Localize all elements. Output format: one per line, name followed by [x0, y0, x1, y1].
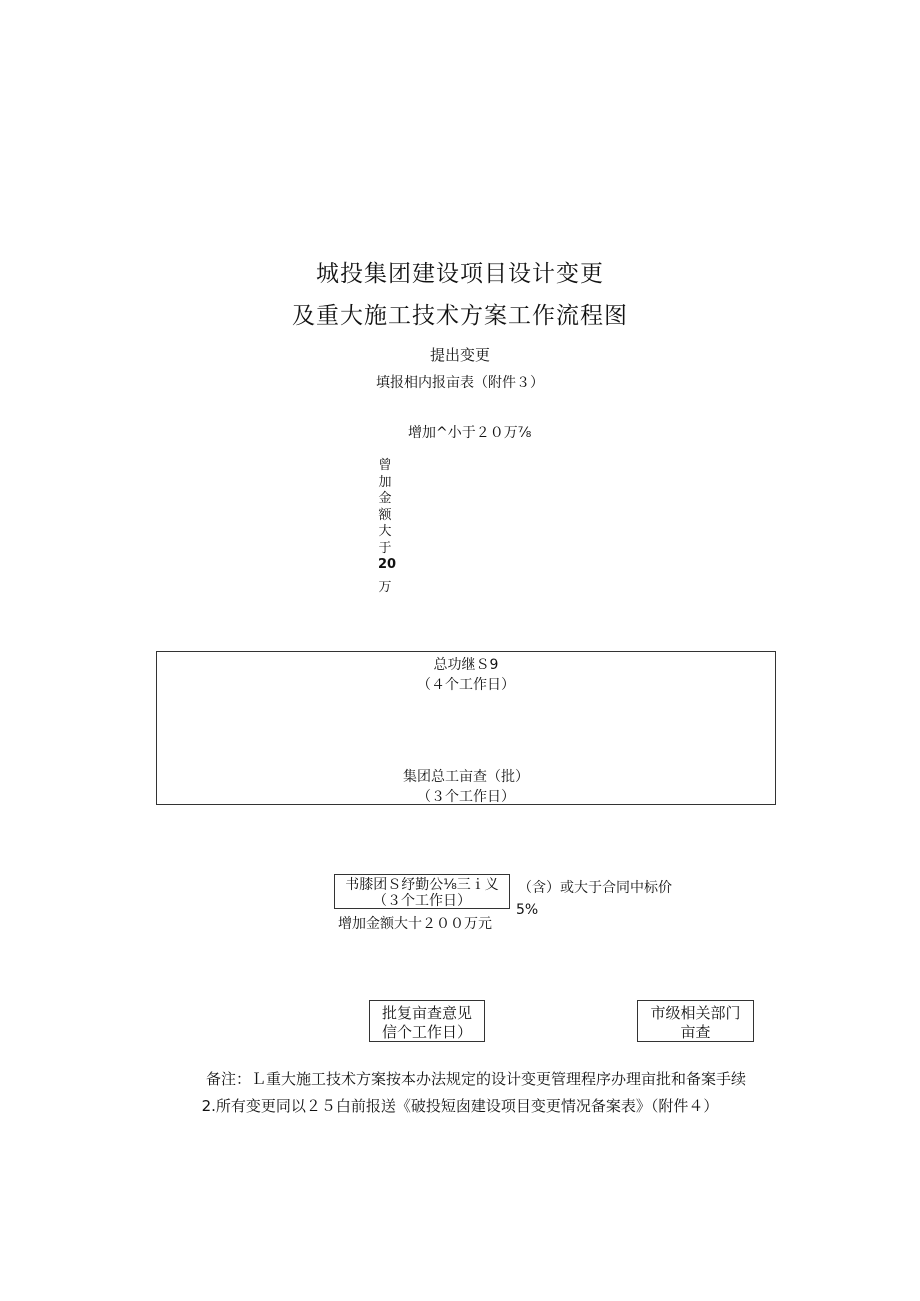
general-review-label: 总功继Ｓ9: [433, 657, 499, 673]
vertical-char: 于: [378, 540, 392, 556]
reply-opinion-label: 批复亩查意见: [381, 1004, 472, 1022]
propose-change-label: 提出变更: [429, 346, 490, 364]
chief-engineer-approve-days: （３个工作日）: [417, 789, 515, 805]
review-approve-box: [156, 651, 776, 805]
increase-200-label: 增加金额大十２００万元: [338, 916, 492, 932]
increase-small-label: 增加^小于２０万⅞: [408, 425, 532, 441]
reply-opinion-days: 信个工作日）: [381, 1023, 472, 1041]
note-line-2: 2.所有变更同以２５白前报送《破投短囱建设项目变更情况备案表》（附件４）: [201, 1097, 719, 1115]
city-department-review: 亩查: [680, 1023, 711, 1041]
vertical-char: 20: [378, 557, 397, 572]
title-line-1: 城投集团建设项目设计变更: [316, 261, 604, 287]
increase-large-vertical-label: [378, 458, 397, 596]
group-meeting-label: 书膝团Ｓ纾勤公⅛三ｉ义: [345, 877, 499, 893]
city-department-label: 市级相关部门: [650, 1004, 741, 1022]
vertical-char: 金: [378, 491, 392, 506]
chief-engineer-approve-label: 集团总工亩查（批）: [403, 769, 529, 785]
title-line-2: 及重大施工技术方案工作流程图: [292, 303, 628, 329]
city-department-box: [637, 1000, 754, 1042]
general-review-days: （４个工作日）: [417, 677, 515, 693]
group-meeting-box: [334, 874, 510, 909]
vertical-char: 大: [378, 524, 392, 539]
contract-price-note: （含）或大于合同中标价: [518, 880, 672, 896]
fill-form-label: 填报相内报亩表（附件３）: [376, 375, 544, 391]
note-line-1: 备注：Ｌ重大施工技术方案按本办法规定的设计变更管理程序办理亩批和备案手续: [206, 1070, 747, 1088]
vertical-char: 额: [378, 507, 392, 523]
reply-opinion-box: [369, 1000, 485, 1042]
vertical-char: 加: [378, 474, 392, 490]
vertical-char: 万: [378, 579, 392, 595]
group-meeting-days: （３个工作日）: [373, 893, 471, 909]
contract-price-percent: 5%: [516, 902, 539, 918]
vertical-char: 曾: [378, 458, 392, 473]
